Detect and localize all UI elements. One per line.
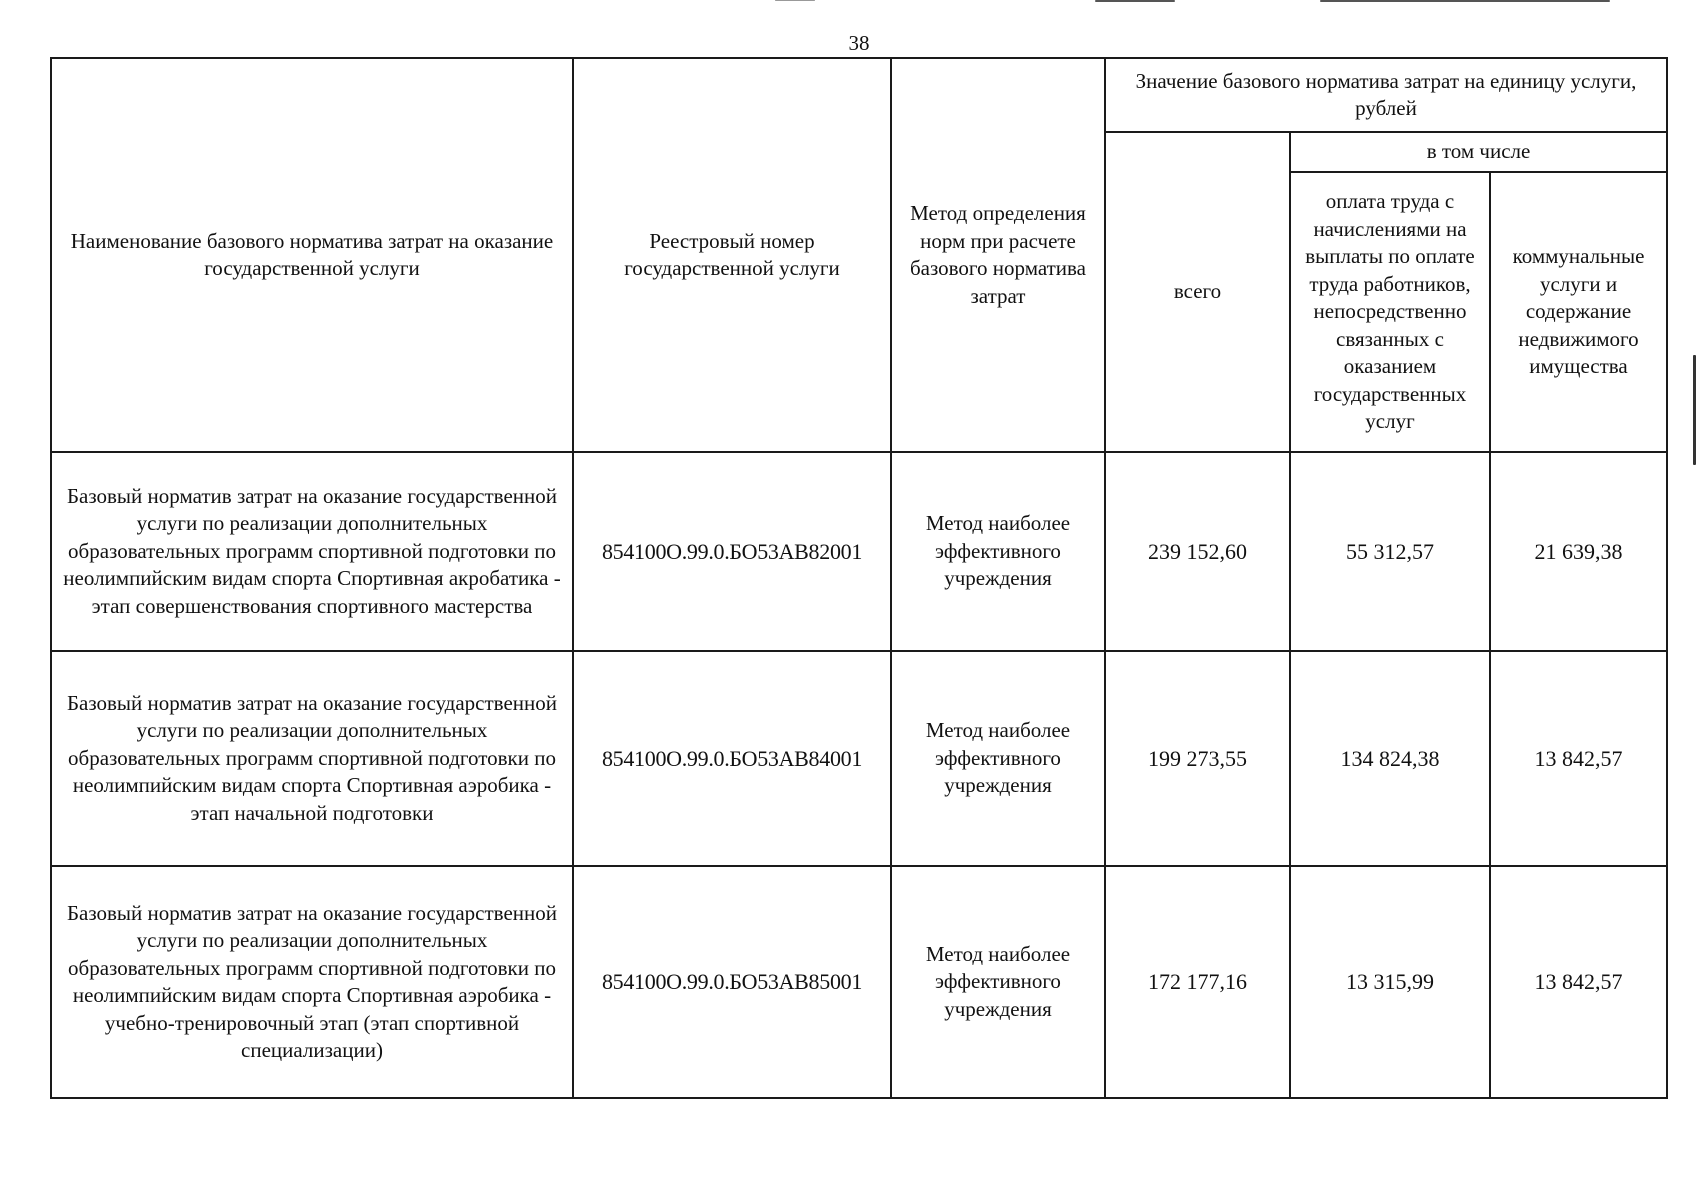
- table-row: [51, 452, 1667, 651]
- row-utilities: 21 639,38: [1490, 452, 1667, 651]
- row-method: Метод наиболее эффективного учреждения: [891, 651, 1105, 866]
- scan-artifact: [1320, 0, 1610, 2]
- scan-artifact: [775, 0, 815, 1]
- scan-artifact: [1095, 0, 1175, 2]
- row-labor: 13 315,99: [1290, 866, 1490, 1098]
- header-method: Метод определения норм при расчете базового норматива затрат: [891, 58, 1105, 452]
- row-registry: 854100О.99.0.БО53АВ85001: [573, 866, 891, 1098]
- row-registry: 854100О.99.0.БО53АВ84001: [573, 651, 891, 866]
- row-total: 239 152,60: [1105, 452, 1290, 651]
- row-method: Метод наиболее эффективного учреждения: [891, 866, 1105, 1098]
- header-labor: оплата труда с начислениями на выплаты по оплате труда работников, непосредственно связанных с оказанием государственных услуг: [1290, 172, 1490, 452]
- row-labor: 134 824,38: [1290, 651, 1490, 866]
- header-including: в том числе: [1290, 132, 1667, 172]
- header-name: Наименование базового норматива затрат на оказание государственной услуги: [51, 58, 573, 452]
- row-registry: 854100О.99.0.БО53АВ82001: [573, 452, 891, 651]
- row-labor: 55 312,57: [1290, 452, 1490, 651]
- header-utilities: коммунальные услуги и содержание недвижимого имущества: [1490, 172, 1667, 452]
- header-total: всего: [1105, 132, 1290, 452]
- table-row: [51, 866, 1667, 1098]
- row-utilities: 13 842,57: [1490, 866, 1667, 1098]
- row-total: 172 177,16: [1105, 866, 1290, 1098]
- table-row: [51, 651, 1667, 866]
- row-name: Базовый норматив затрат на оказание государственной услуги по реализации дополнительных образовательных программ спортивной подготовки по неолимпийским видам спорта Спортивная акробатика - этап совершенствования спортивного мастерства: [51, 452, 573, 651]
- header-registry: Реестровый номер государственной услуги: [573, 58, 891, 452]
- norms-table-container: [50, 57, 1666, 1099]
- norms-table: [50, 57, 1668, 1099]
- header-row-top: [51, 58, 1667, 132]
- row-name: Базовый норматив затрат на оказание государственной услуги по реализации дополнительных образовательных программ спортивной подготовки по неолимпийским видам спорта Спортивная аэробика - этап начальной подготовки: [51, 651, 573, 866]
- row-method: Метод наиболее эффективного учреждения: [891, 452, 1105, 651]
- row-name: Базовый норматив затрат на оказание государственной услуги по реализации дополнительных образовательных программ спортивной подготовки по неолимпийским видам спорта Спортивная аэробика - учебно-тренировочный этап (этап спортивной специализации): [51, 866, 573, 1098]
- row-total: 199 273,55: [1105, 651, 1290, 866]
- scan-artifact: [1693, 355, 1696, 465]
- page-number: 38: [848, 31, 870, 55]
- row-utilities: 13 842,57: [1490, 651, 1667, 866]
- header-value-group: Значение базового норматива затрат на единицу услуги, рублей: [1105, 58, 1667, 132]
